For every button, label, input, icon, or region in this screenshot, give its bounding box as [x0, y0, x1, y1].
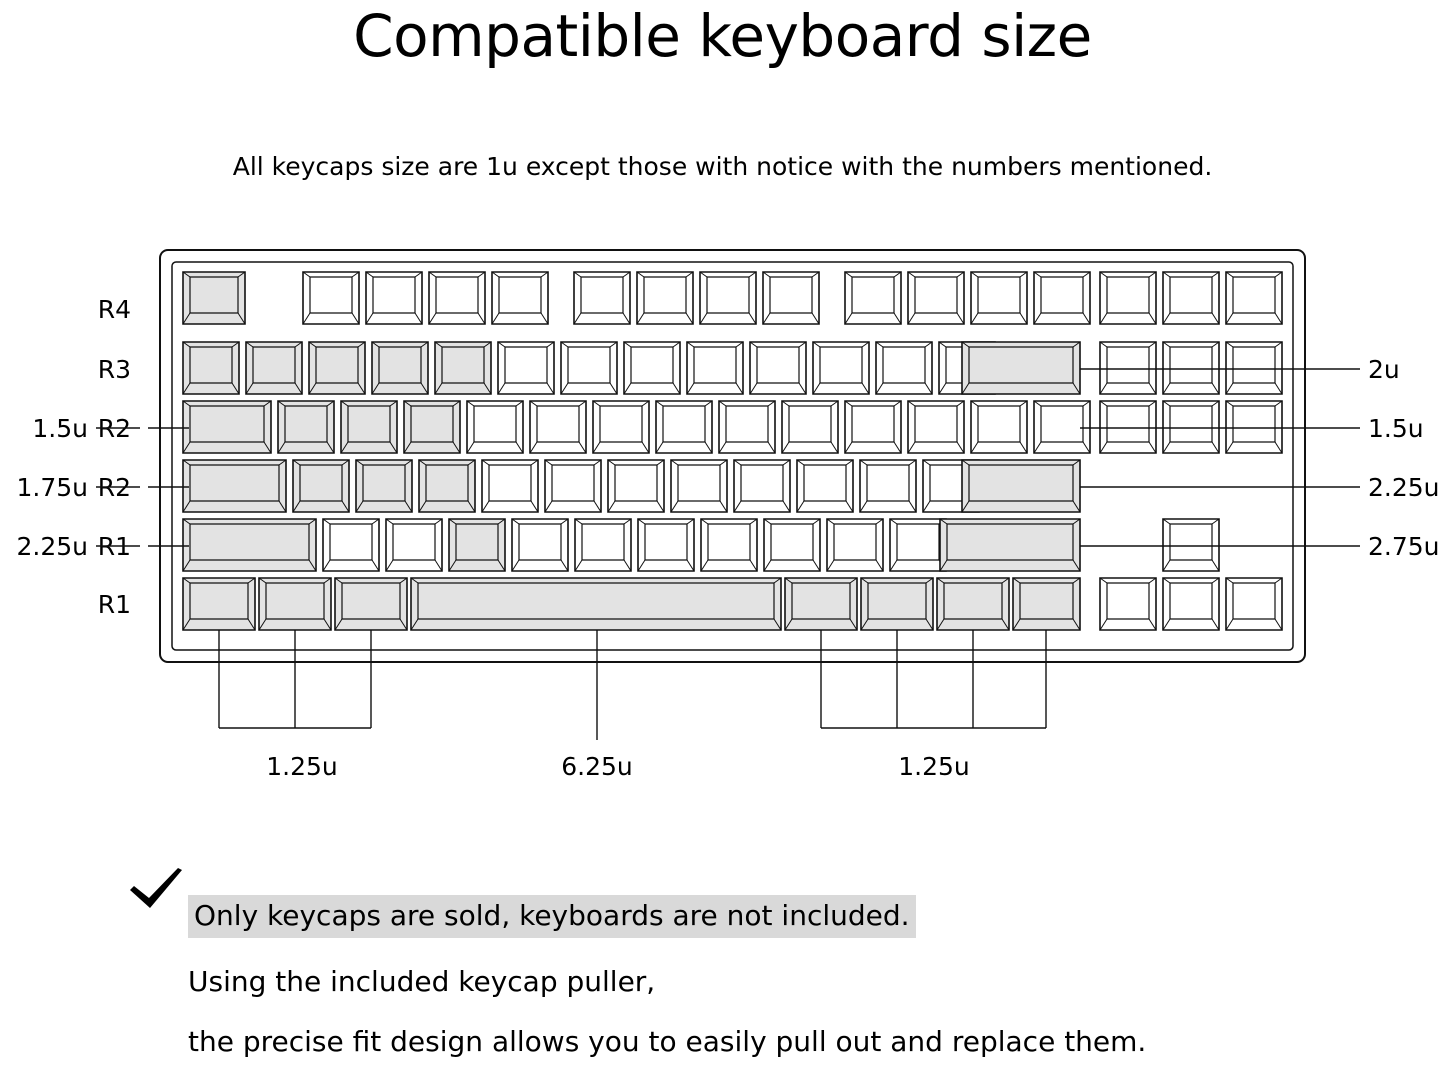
keycap — [183, 519, 316, 571]
keycap — [530, 401, 586, 453]
keycap — [429, 272, 485, 324]
keycap — [638, 519, 694, 571]
keycap — [356, 460, 412, 512]
keycap — [259, 578, 331, 630]
keycap — [971, 272, 1027, 324]
keycap — [366, 272, 422, 324]
keycap — [1034, 401, 1090, 453]
keycap — [971, 401, 1027, 453]
keycap — [940, 519, 1080, 571]
keycap — [183, 578, 255, 630]
keycap — [593, 401, 649, 453]
keycap — [1226, 578, 1282, 630]
keycap — [435, 342, 491, 394]
row-label-r2-2: R2 — [97, 414, 131, 443]
keycap — [1163, 401, 1219, 453]
keyboard-svg — [0, 230, 1445, 790]
keycap — [1100, 401, 1156, 453]
keycap — [764, 519, 820, 571]
keycap — [1100, 272, 1156, 324]
size-label-left-0: 1.5u — [32, 414, 88, 443]
keyboard-diagram — [0, 230, 1445, 790]
keycap — [246, 342, 302, 394]
row-label-r1-5: R1 — [97, 590, 131, 619]
keycap — [1100, 578, 1156, 630]
keycap — [183, 272, 245, 324]
keycap — [701, 519, 757, 571]
keycap — [1163, 272, 1219, 324]
keycap — [482, 460, 538, 512]
keycap — [937, 578, 1009, 630]
keycap — [419, 460, 475, 512]
keycap — [962, 460, 1080, 512]
size-label-bottom-0: 1.25u — [266, 752, 338, 781]
keycap — [545, 460, 601, 512]
keycap — [1100, 342, 1156, 394]
keycap — [1226, 342, 1282, 394]
footer-line-1-text: Only keycaps are sold, keyboards are not included. — [188, 895, 916, 938]
keycap — [845, 272, 901, 324]
size-label-right-0: 2u — [1368, 355, 1400, 384]
row-label-r4-0: R4 — [97, 295, 131, 324]
page-subtitle: All keycaps size are 1u except those with notice with the numbers mentioned. — [232, 152, 1213, 181]
keycap — [890, 519, 946, 571]
keycap — [719, 401, 775, 453]
keycap — [335, 578, 407, 630]
keycap — [813, 342, 869, 394]
row-label-r1-4: R1 — [97, 532, 131, 561]
keycap — [467, 401, 523, 453]
keycap — [341, 401, 397, 453]
keycap — [303, 272, 359, 324]
keycap — [1013, 578, 1080, 630]
keycap — [386, 519, 442, 571]
keycap — [293, 460, 349, 512]
keycap — [860, 460, 916, 512]
keycap — [608, 460, 664, 512]
keycap — [908, 401, 964, 453]
keycap — [278, 401, 334, 453]
keycap — [372, 342, 428, 394]
keycap — [845, 401, 901, 453]
keycap — [309, 342, 365, 394]
row-label-r2-3: R2 — [97, 473, 131, 502]
keycap — [449, 519, 505, 571]
keycap — [1034, 272, 1090, 324]
keycap — [1163, 519, 1219, 571]
keycap — [404, 401, 460, 453]
keycap — [575, 519, 631, 571]
keycap — [908, 272, 964, 324]
keycap — [861, 578, 933, 630]
keycap — [687, 342, 743, 394]
keycap — [512, 519, 568, 571]
keycap — [498, 342, 554, 394]
keycap — [492, 272, 548, 324]
footer-line-2: Using the included keycap puller, — [188, 965, 656, 998]
row-label-r3-1: R3 — [97, 355, 131, 384]
keycap — [574, 272, 630, 324]
size-label-left-1: 1.75u — [16, 473, 88, 502]
page-title: Compatible keyboard size — [353, 2, 1092, 70]
size-label-bottom-2: 1.25u — [898, 752, 970, 781]
keycap — [1163, 578, 1219, 630]
keycap — [785, 578, 857, 630]
keycap — [1226, 401, 1282, 453]
keycap — [782, 401, 838, 453]
keycap — [624, 342, 680, 394]
footer-line-1 — [188, 899, 916, 932]
footer-line-3: the precise fit design allows you to easily pull out and replace them. — [188, 1025, 1147, 1058]
keycap — [323, 519, 379, 571]
keycap — [671, 460, 727, 512]
keycap — [876, 342, 932, 394]
keycap — [827, 519, 883, 571]
keycap — [561, 342, 617, 394]
check-mark-icon — [128, 868, 188, 918]
keycap — [1163, 342, 1219, 394]
keycap — [1226, 272, 1282, 324]
keycap — [656, 401, 712, 453]
keycap — [183, 342, 239, 394]
keycap — [183, 460, 286, 512]
keycap — [763, 272, 819, 324]
size-label-right-2: 2.25u — [1368, 473, 1440, 502]
keycap — [411, 578, 781, 630]
keycap — [183, 401, 271, 453]
keycap — [637, 272, 693, 324]
keycap — [700, 272, 756, 324]
size-label-right-3: 2.75u — [1368, 532, 1440, 561]
keycap — [734, 460, 790, 512]
keycap — [750, 342, 806, 394]
size-label-right-1: 1.5u — [1368, 414, 1424, 443]
keycap — [797, 460, 853, 512]
size-label-bottom-1: 6.25u — [561, 752, 633, 781]
keycap — [962, 342, 1080, 394]
size-label-left-2: 2.25u — [16, 532, 88, 561]
